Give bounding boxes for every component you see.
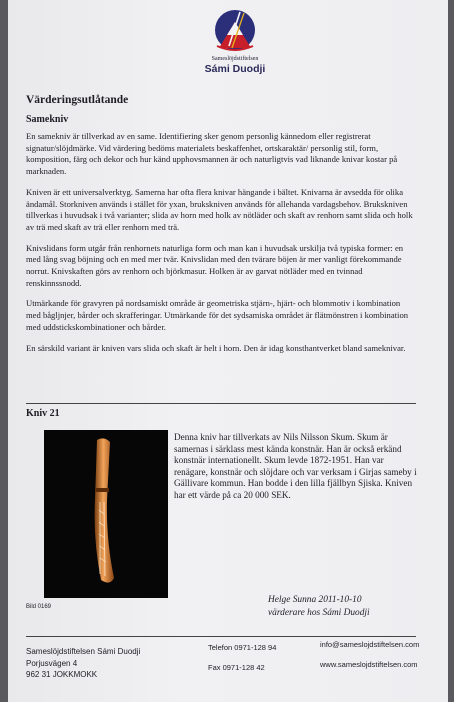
document-page (8, 0, 448, 702)
footer-divider (26, 636, 416, 637)
body-paragraph: Utmärkande för gravyren på nordsamiskt område är geometriska stjärn-, hjärt- och blommotiv i kombination med bågljnjer, bårder och skrafferingar. Utmärkande för det sydsamiska området är flätmönstren i kombination med uddstickskombinationer och bårder. (26, 298, 409, 332)
item-description: Denna kniv har tillverkats av Nils Nilsson Skum. Skum är samernas i särklass mest kända konstnär. Han är också erkänd konstnär internationellt. Skum levde 1872-1951. Han var renägare, konstnär och slöjdare och var verksam i Girjas sameby i Gällivare kommun. Han bodde i den lilla fjällbyn Sjiska. Kniven har ett värde på ca 20 000 SEK. (174, 432, 417, 500)
appraiser-signature (268, 594, 370, 619)
logo-brand-name: Sámi Duodji (204, 63, 266, 75)
footer-org: Sameslöjdstiftelsen Sámi Duodji (26, 647, 141, 656)
body-paragraph: Knivslidans form utgår från renhornets naturliga form och man kan i huvudsak urskilja två typiska former: en med lång svag böjning och en med mer tvär. Knivslidan med den tvärare böjen är mer vanligt förekommande norrut. Knivskaften görs av renhorn och björkmasur. Holken är av garvat nötläder med en tvinnad renskinnssnodd. (26, 242, 404, 288)
knife-image-icon (44, 430, 168, 598)
body-paragraph: En samekniv är tillverkad av en same. Identifiering sker genom personlig kännedom eller registrerat signatur/slöjdmärke. Vid värdering bedöms materialets beskaffenhet, ortskaraktär/ personlig stil, form, komposition, färg och dekor och hur känd upphovsmannen är och naturligtvis vad liknande knivar kostar på marknaden. (26, 131, 398, 177)
footer-fax: Fax 0971-128 42 (208, 663, 265, 672)
body-paragraph: Kniven är ett universalverktyg. Samerna har ofta flera knivar hängande i bältet. Knivarna är avsedda för olika ändamål. Storkniven används i stället för yxan, brukskniven används för allehanda vardagsbehov. Brukskniven tillverkas i huvudsak i två varianter; slida av horn med holk av nötläder och skaft av renhorn samt slida och holk av trä med skaft av trä eller renhorn med trä. (26, 186, 413, 232)
sami-duodji-logo (197, 8, 273, 75)
section-divider (26, 403, 416, 404)
footer-website[interactable]: www.sameslojdstiftelsen.com (320, 660, 418, 669)
body-paragraph: En särskild variant är kniven vars slida och skaft är helt i horn. Den är idag konsthantverket bland sameknivar. (26, 342, 406, 353)
footer-street: Porjusvägen 4 (26, 659, 78, 668)
signature-role: värderare hos Sámi Duodji (268, 607, 370, 618)
logo-emblem-icon (213, 8, 257, 54)
knife-photo (44, 430, 168, 598)
footer-email[interactable]: info@sameslojdstiftelsen.com (320, 640, 420, 649)
document-body (26, 131, 414, 363)
logo-org-name: Sameslöjdstiftelsen (211, 56, 259, 62)
signature-name-date: Helge Sunna 2011-10-10 (268, 595, 362, 605)
section-subtitle: Samekniv (26, 114, 69, 125)
footer-postal: 962 31 JOKKMOKK (26, 670, 98, 679)
footer-phone: Telefon 0971-128 94 (208, 643, 277, 652)
photo-caption: Bild 0169 (26, 604, 52, 610)
item-title: Kniv 21 (26, 408, 60, 419)
document-title: Värderingsutlåtande (26, 94, 129, 106)
